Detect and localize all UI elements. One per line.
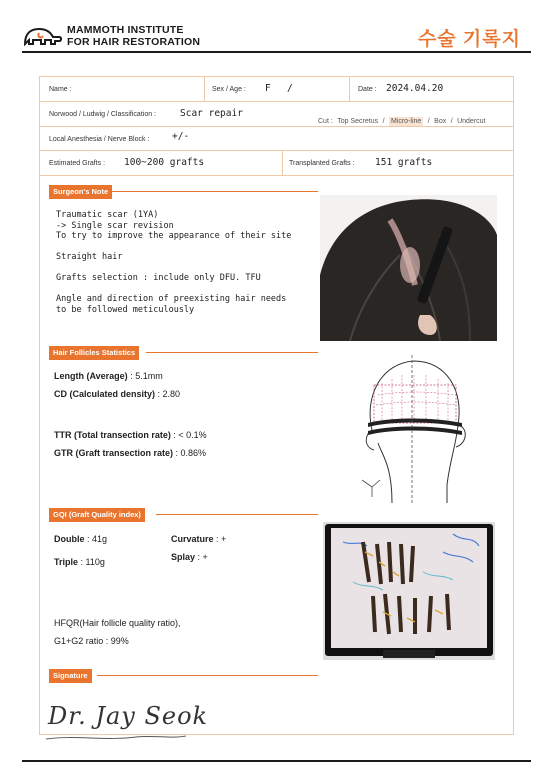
note-line: to be followed meticulously <box>56 304 195 315</box>
length-value: : 5.1mm <box>127 371 163 381</box>
splay-value: : + <box>195 552 208 562</box>
section-underline <box>110 191 318 192</box>
logo-icon <box>22 24 64 48</box>
page-title: 수술 기록지 <box>417 29 521 50</box>
cut-options <box>318 110 486 128</box>
graft-monitor-photo <box>323 522 495 660</box>
form-col-divider <box>204 76 205 101</box>
splay <box>171 552 208 562</box>
note-line: -> Single scar revision <box>56 220 174 231</box>
note-line <box>56 242 291 253</box>
hfqr-line: HFQR(Hair follicle quality ratio), <box>54 618 181 628</box>
cut-option-micro-line: Micro-line <box>390 118 422 125</box>
form-row-divider <box>39 150 514 151</box>
total-transection-rate <box>54 430 207 440</box>
section-underline <box>146 352 318 353</box>
triple-grafts <box>54 557 105 567</box>
graft-transection-rate <box>54 448 206 458</box>
cut-option-box: Box <box>434 118 447 125</box>
head-diagram <box>352 355 472 505</box>
signature-stroke <box>46 730 186 740</box>
classification-label: Norwood / Ludwig / Classification : <box>49 111 156 118</box>
g1g2-label: G1+G2 ratio <box>54 636 104 646</box>
triple-value: : 110g <box>78 557 105 567</box>
sex-value: F <box>265 83 271 94</box>
follicle-stats-heading: Hair Follicles Statistics <box>49 346 139 360</box>
logo-line1: MAMMOTH INSTITUTE <box>67 24 184 36</box>
note-line: Traumatic scar (1YA) <box>56 210 159 220</box>
cut-separator: / <box>427 118 430 125</box>
curvature <box>171 534 226 544</box>
classification-value: Scar repair <box>180 108 243 119</box>
curvature-value: : + <box>213 534 227 544</box>
cut-label: Cut : <box>318 118 333 125</box>
logo-line2: FOR HAIR RESTORATION <box>67 36 201 48</box>
form-row-divider <box>39 175 514 176</box>
ttr-value: : < 0.1% <box>170 430 207 440</box>
cut-separator: / <box>382 118 385 125</box>
gtr-value: : 0.86% <box>173 448 207 458</box>
surgeons-note-body <box>56 210 291 315</box>
header-divider <box>22 51 531 53</box>
signature-image: Dr. Jay Seok <box>48 702 209 730</box>
estimated-grafts-value: 100~200 grafts <box>124 157 205 168</box>
scalp-photo <box>320 195 497 341</box>
gtr-label: GTR (Graft transection rate) <box>54 448 174 458</box>
signature-heading: Signature <box>49 669 92 683</box>
transplanted-grafts-label: Transplanted Grafts : <box>289 160 355 167</box>
length-average <box>54 371 163 381</box>
cut-option-top-secretus: Top Secretus <box>337 118 379 125</box>
double-label: Double <box>54 534 85 544</box>
double-value: : 41g <box>84 534 108 544</box>
ttr-label: TTR (Total transection rate) <box>54 430 171 440</box>
form-col-divider <box>282 150 283 175</box>
note-line: To try to improve the appearance of their site <box>56 231 292 241</box>
transplanted-grafts-value: 151 grafts <box>375 157 433 168</box>
surgeons-note-heading: Surgeon's Note <box>49 185 112 199</box>
anesthesia-label: Local Anesthesia / Nerve Block : <box>49 136 150 143</box>
cut-option-undercut: Undercut <box>457 118 486 125</box>
form-col-divider <box>349 76 350 101</box>
note-line <box>56 284 291 295</box>
form-row-divider <box>39 101 514 102</box>
cut-separator: / <box>450 118 453 125</box>
sex-age-label: Sex / Age : <box>212 86 246 93</box>
section-underline <box>156 514 318 515</box>
name-label: Name : <box>49 86 72 93</box>
note-line: Straight hair <box>56 252 123 262</box>
note-line: Angle and direction of preexisting hair needs <box>56 294 287 304</box>
logo-text <box>67 24 200 48</box>
anesthesia-value: +/- <box>172 131 190 142</box>
gqi-heading: GQI (Graft Quality index) <box>49 508 145 522</box>
note-line <box>56 263 291 274</box>
date-label: Date : <box>358 86 377 93</box>
g1g2-ratio <box>54 636 129 646</box>
cd-value: : 2.80 <box>155 389 181 399</box>
triple-label: Triple <box>54 557 79 567</box>
cd-label: CD (Calculated density) <box>54 389 156 399</box>
curvature-label: Curvature <box>171 534 214 544</box>
g1g2-value: : 99% <box>103 636 129 646</box>
splay-label: Splay <box>171 552 196 562</box>
footer-divider <box>22 760 531 762</box>
double-grafts <box>54 534 107 544</box>
estimated-grafts-label: Estimated Grafts : <box>49 160 106 167</box>
length-label: Length (Average) <box>54 371 128 381</box>
date-value: 2024.04.20 <box>386 83 444 94</box>
age-separator: / <box>287 83 293 94</box>
calculated-density <box>54 389 180 399</box>
note-line: Grafts selection : include only DFU. TFU <box>56 273 261 283</box>
section-underline <box>97 675 318 676</box>
